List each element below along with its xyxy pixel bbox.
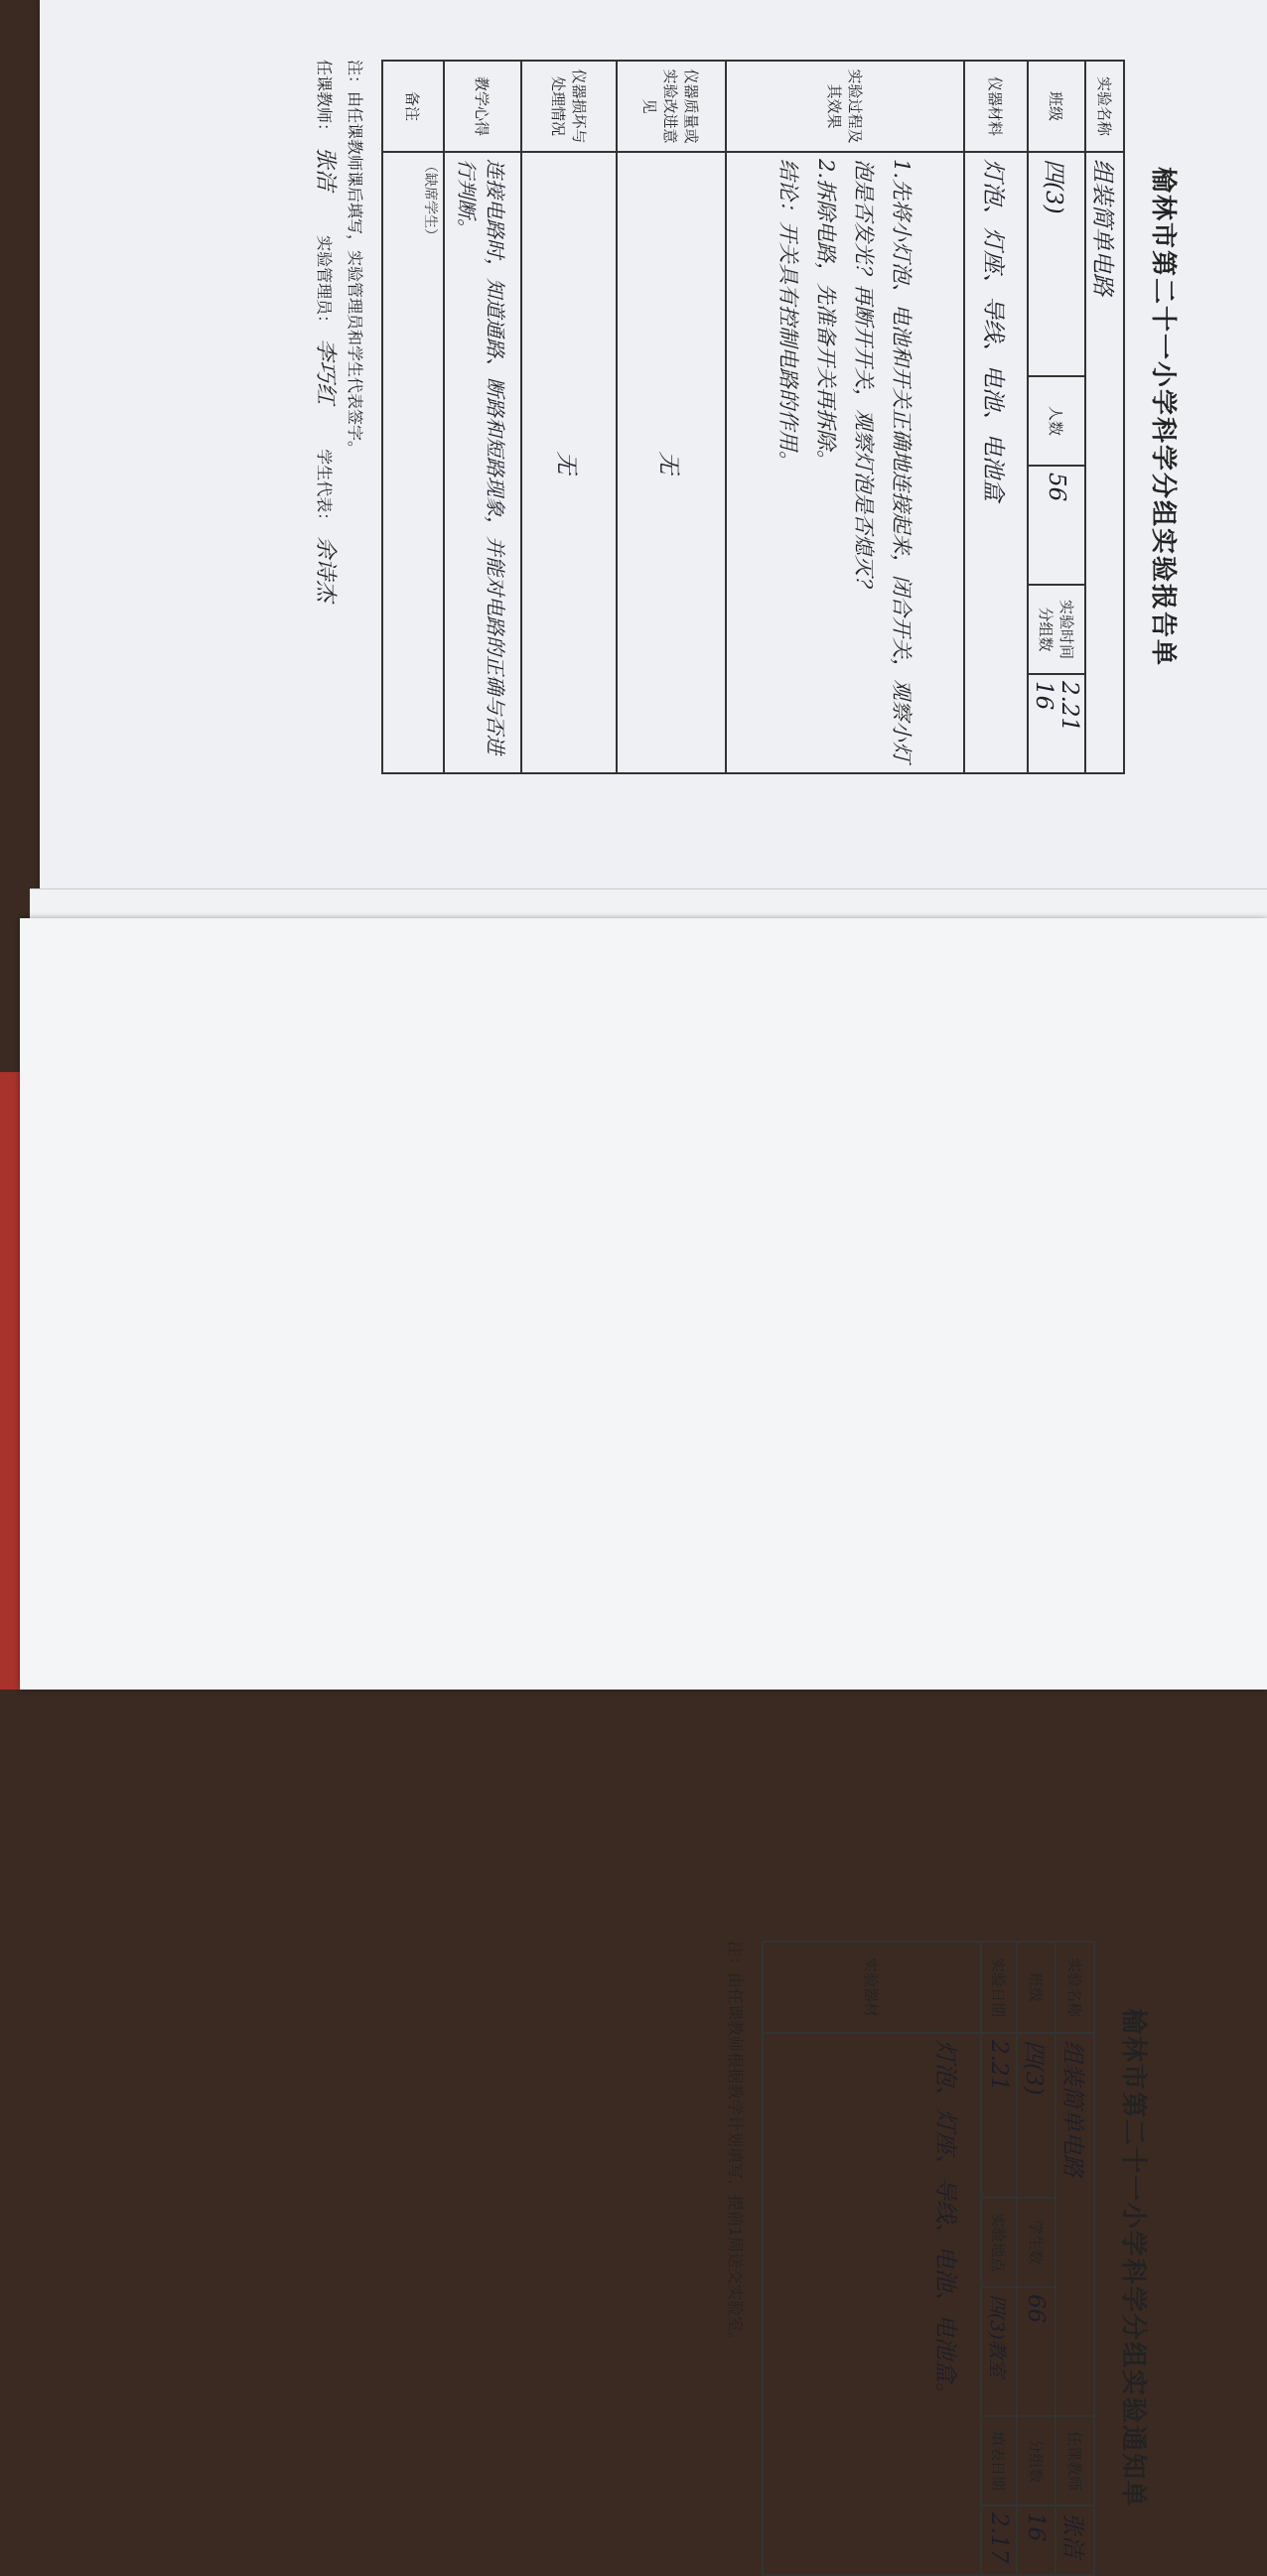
value-quality: 无 [617,152,726,773]
notice-table [762,1941,1095,2576]
value-damage: 无 [521,152,617,773]
report-note: 注：由任课教师课后填写，实验管理员和学生代表签字。 [346,60,364,458]
process-step-1: 1.先将小灯泡、电池和开关正确地连接起来，闭合开关，观察小灯泡是否发光？再断开开关，观察灯泡是否熄灭？ [852,159,914,763]
report-signatures [309,60,340,774]
notice-sheet [20,918,1267,2564]
notice-label-groups: 分组数 [1017,2416,1056,2506]
label-count: 人数 [1028,376,1085,466]
report-row-remark [382,61,444,773]
value-materials: 灯泡、灯座、导线、电池、电池盒 [964,152,1028,773]
report-table [381,60,1125,774]
notice-value-teacher: 张洁 [1056,2506,1094,2575]
label-exp-time: 实验时间 分组数 [1028,585,1085,674]
report-row-name [1085,61,1124,773]
sign-teacher-label: 任课教师： [315,60,334,140]
report-sheet [40,0,1267,893]
report-row-materials [964,61,1028,773]
value-exp-name: 组装简单电路 [1085,152,1124,773]
report-footer [309,60,369,774]
value-count: 56 [1028,466,1085,585]
report-title: 榆林市第二十一小学科学分组实验报告单 [1148,166,1178,667]
notice-label-students: 学生数 [1017,2198,1056,2287]
label-damage: 仪器损坏与处理情况 [521,61,617,152]
report-row-process [726,61,964,773]
value-remark: （缺席学生） [382,152,444,773]
notice-value-materials: 灯泡、灯座、导线、电池、电池盒。 [763,2033,981,2575]
notice-value-date: 2.21 [981,2033,1017,2198]
value-insight: 连接电路时，知道通路、断路和短路现象，并能对电路的正确与否进行判断。 [444,152,521,773]
notice-value-class: 四(3) [1017,2033,1056,2198]
report-row-class [1028,61,1085,773]
sign-student-label: 学生代表： [315,449,334,529]
label-class: 班级 [1028,61,1085,152]
process-conclusion: 结论：开关具有控制电路的作用。 [776,159,800,472]
notice-row-materials [763,1942,981,2575]
notice-note: 注：由任课教师根据教学计划填写，提前1周送交实验室。 [726,1941,745,2349]
label-exp-name: 实验名称 [1085,61,1124,152]
notice-label-exp-name: 实验名称 [1056,1942,1094,2033]
notice-value-students: 66 [1017,2287,1056,2416]
label-quality: 仪器质量或实验改进意见 [617,61,726,152]
notice-label-class: 班级 [1017,1942,1056,2033]
notice-value-groups: 16 [1017,2506,1056,2575]
notice-row-class [1017,1942,1056,2575]
label-insight: 教学心得 [444,61,521,152]
process-step-2: 2.拆除电路，先准备开关再拆除。 [814,159,838,472]
notice-label-teacher: 任课教师 [1056,2416,1094,2506]
label-remark: 备注 [382,61,444,152]
notice-value-fill-date: 2.17 [981,2506,1017,2575]
value-class: 四(3) [1028,152,1085,376]
sign-admin-label: 实验管理员： [315,235,334,332]
value-exp-time-groups: 2.21 16 [1028,674,1085,773]
report-page-content [89,60,1192,774]
notice-row-date [981,1942,1017,2575]
notice-label-materials: 实验器材 [763,1942,981,2033]
sign-student: 余诗杰 [313,536,338,603]
notice-title: 榆林市第二十一小学科学分组实验通知单 [1118,2007,1148,2508]
notice-value-place: 四(3)教室 [981,2287,1017,2416]
notice-label-place: 实验地点 [981,2198,1017,2287]
sign-teacher: 张洁 [313,147,338,192]
report-row-damage [521,61,617,773]
sign-admin: 李巧红 [313,339,338,405]
notice-label-fill-date: 填表日期 [981,2416,1017,2506]
label-materials: 仪器材料 [964,61,1028,152]
report-row-insight [444,61,521,773]
label-process: 实验过程及其效果 [726,61,964,152]
notice-row-name [1056,1942,1094,2575]
paper-stack-edges [30,888,1267,920]
notice-value-exp-name: 组装简单电路 [1056,2033,1094,2416]
value-process [726,152,964,773]
notice-page-content [60,1941,1162,2576]
report-row-quality [617,61,726,773]
notice-label-date: 实验日期 [981,1942,1017,2033]
